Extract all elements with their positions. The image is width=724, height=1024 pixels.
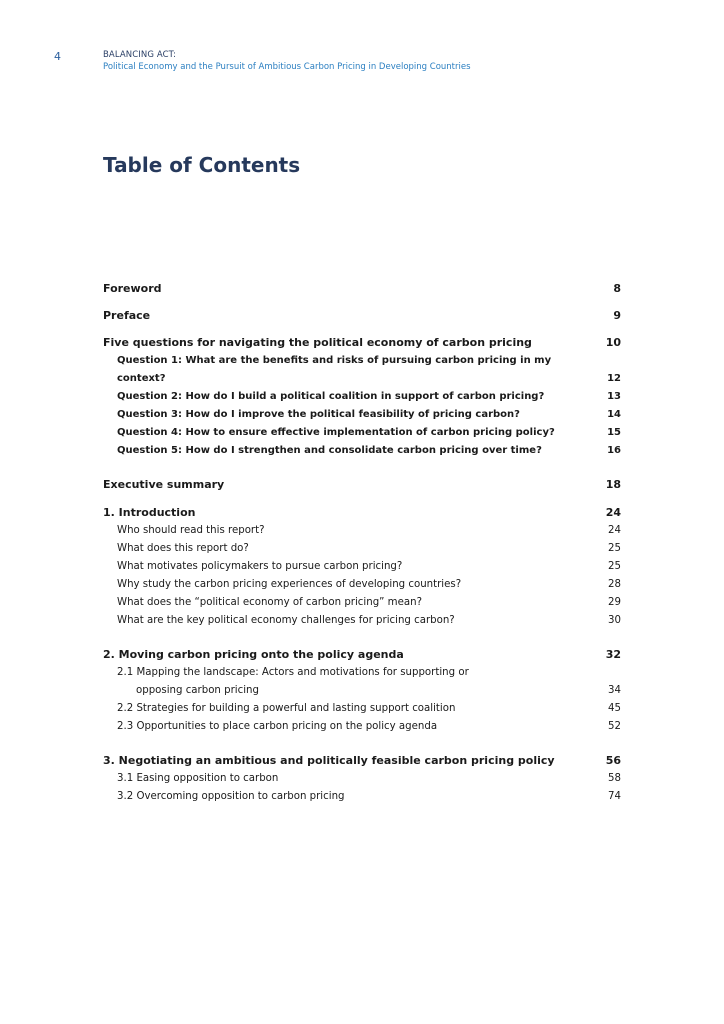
toc-entry-label: Question 4: How to ensure effective implementation of carbon pricing policy? [117, 427, 555, 438]
toc-entry-question-3[interactable] [103, 406, 621, 424]
toc-entry-chapter-1-d[interactable] [103, 576, 621, 594]
toc-entry-page: 28 [608, 579, 621, 590]
page-number: 4 [54, 50, 61, 63]
running-header-subtitle: Political Economy and the Pursuit of Ambitious Carbon Pricing in Developing Countries [103, 62, 471, 72]
toc-entry-label: Question 2: How do I build a political coalition in support of carbon pricing? [117, 391, 545, 402]
toc-entry-page: 56 [605, 754, 621, 767]
toc-entry-label: 1. Introduction [103, 506, 196, 519]
toc-entry-label-line-1: 2.1 Mapping the landscape: Actors and motivations for supporting or [117, 667, 469, 678]
toc-entry-chapter-2-1[interactable] [103, 664, 621, 700]
toc-entry-chapter-1-f[interactable] [103, 612, 621, 630]
toc-entry-chapter-3-2[interactable] [103, 788, 621, 806]
toc-entry-preface[interactable] [103, 307, 621, 325]
toc-entry-page: 24 [605, 506, 621, 519]
toc-entry-chapter-1-c[interactable] [103, 558, 621, 576]
toc-entry-chapter-3[interactable] [103, 752, 621, 770]
toc-entry-question-5[interactable] [103, 442, 621, 460]
toc-entry-chapter-2[interactable] [103, 646, 621, 664]
toc-entry-page: 18 [605, 478, 621, 491]
toc-entry-label: Foreword [103, 282, 162, 295]
toc-entry-chapter-1-b[interactable] [103, 540, 621, 558]
toc-entry-label: Preface [103, 309, 151, 322]
toc-entry-label: 2.3 Opportunities to place carbon pricing on the policy agenda [117, 721, 438, 732]
toc-entry-label: Who should read this report? [117, 525, 265, 536]
toc-entry-page: 12 [607, 373, 621, 384]
toc-entry-label: What does this report do? [117, 543, 249, 554]
toc-entry-label: 3.1 Easing opposition to carbon [117, 773, 279, 784]
toc-entry-page: 14 [607, 409, 621, 420]
running-header-title: BALANCING ACT: [103, 50, 176, 60]
toc-entry-label: 3. Negotiating an ambitious and politically feasible carbon pricing policy [103, 754, 555, 767]
table-of-contents [103, 280, 621, 806]
toc-entry-label: Question 3: How do I improve the political feasibility of pricing carbon? [117, 409, 520, 420]
toc-entry-chapter-1-a[interactable] [103, 522, 621, 540]
toc-title: Table of Contents [103, 153, 301, 177]
toc-entry-page: 32 [605, 648, 621, 661]
toc-entry-question-2[interactable] [103, 388, 621, 406]
toc-entry-chapter-2-2[interactable] [103, 700, 621, 718]
toc-entry-page: 29 [608, 597, 621, 608]
toc-entry-label: 2. Moving carbon pricing onto the policy agenda [103, 648, 404, 661]
toc-entry-page: 15 [607, 427, 621, 438]
toc-entry-label: Question 5: How do I strengthen and consolidate carbon pricing over time? [117, 445, 542, 456]
toc-entry-label: What motivates policymakers to pursue carbon pricing? [117, 561, 403, 572]
toc-entry-page: 10 [605, 336, 621, 349]
toc-entry-question-1[interactable] [103, 352, 621, 388]
toc-entry-label: Executive summary [103, 478, 225, 491]
toc-entry-page: 74 [608, 791, 621, 802]
toc-entry-label: Why study the carbon pricing experiences of developing countries? [117, 579, 462, 590]
toc-entry-page: 25 [608, 561, 621, 572]
toc-entry-page: 25 [608, 543, 621, 554]
toc-entry-label: Five questions for navigating the political economy of carbon pricing [103, 336, 532, 349]
toc-entry-chapter-2-3[interactable] [103, 718, 621, 736]
toc-entry-page: 16 [607, 445, 621, 456]
toc-entry-label-line-2: opposing carbon pricing [136, 685, 259, 696]
toc-entry-page: 24 [608, 525, 621, 536]
toc-entry-chapter-1[interactable] [103, 504, 621, 522]
toc-entry-page: 9 [613, 309, 621, 322]
toc-entry-executive-summary[interactable] [103, 476, 621, 494]
toc-entry-page: 45 [608, 703, 621, 714]
toc-entry-foreword[interactable] [103, 280, 621, 298]
toc-entry-page: 30 [608, 615, 621, 626]
toc-entry-page: 58 [608, 773, 621, 784]
toc-entry-five-questions[interactable] [103, 334, 621, 352]
toc-entry-page: 8 [613, 282, 621, 295]
toc-entry-label: Question 1: What are the benefits and risks of pursuing carbon pricing in my context? [117, 355, 552, 384]
toc-entry-question-4[interactable] [103, 424, 621, 442]
toc-entry-page: 13 [607, 391, 621, 402]
toc-entry-label: 3.2 Overcoming opposition to carbon pricing [117, 791, 345, 802]
toc-entry-label [117, 664, 601, 700]
toc-entry-chapter-3-1[interactable] [103, 770, 621, 788]
toc-entry-label: What are the key political economy challenges for pricing carbon? [117, 615, 455, 626]
toc-entry-chapter-1-e[interactable] [103, 594, 621, 612]
toc-entry-page: 34 [608, 685, 621, 696]
toc-entry-page: 52 [608, 721, 621, 732]
toc-entry-label: 2.2 Strategies for building a powerful and lasting support coalition [117, 703, 456, 714]
toc-entry-label: What does the “political economy of carbon pricing” mean? [117, 597, 422, 608]
